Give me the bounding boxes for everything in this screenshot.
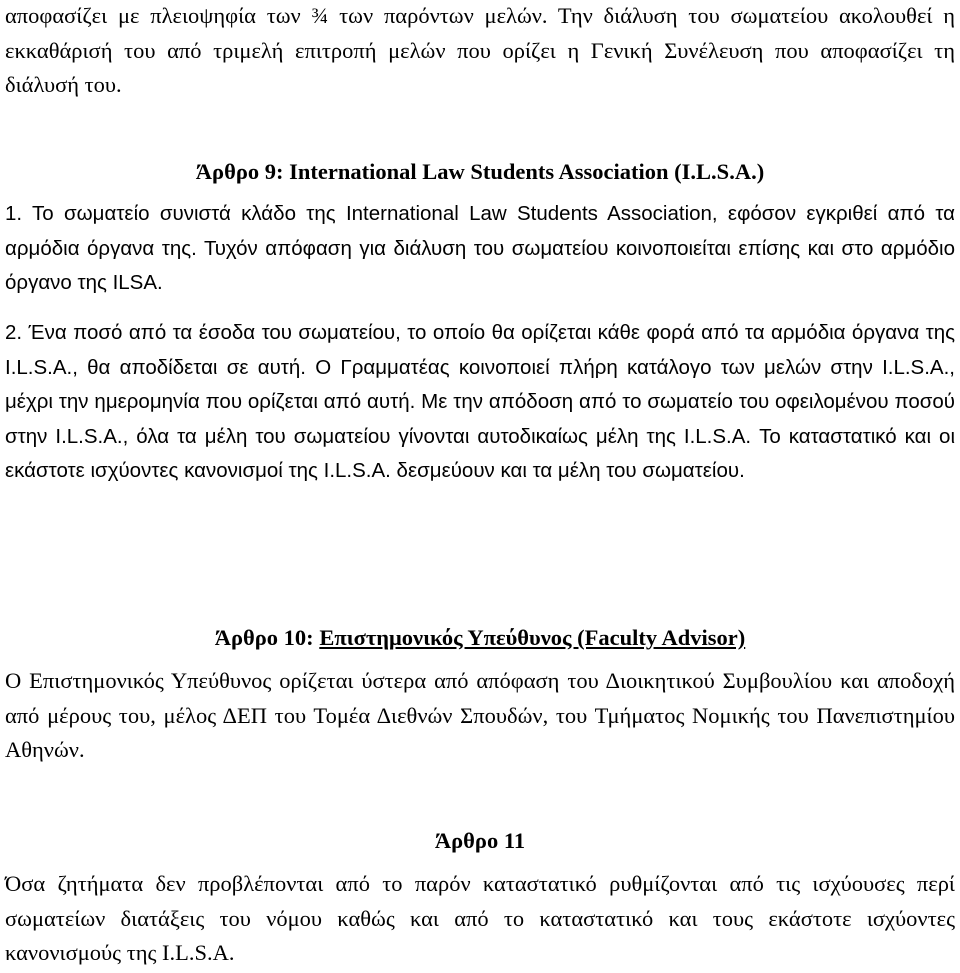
intro-paragraph: αποφασίζει με πλειοψηφία των ¾ των παρόντων μελών. Την διάλυση του σωματείου ακολουθεί η εκκαθάρισή του από τριμελή επιτροπή μελών που ορίζει η Γενική Συνέλευση που αποφασίζει τη διάλυσή του. [5, 3, 955, 98]
article-10-body: Ο Επιστημονικός Υπεύθυνος ορίζεται ύστερα από απόφαση του Διοικητικού Συμβουλίου και αποδοχή από μέρους του, μέλος ΔΕΠ του Τομέα Διεθνών Σπουδών, του Τμήματος Νομικής του Πανεπιστημίου Αθηνών. [5, 668, 955, 763]
article-10-heading [5, 621, 955, 656]
article-9-item-2: 2. Ένα ποσό από τα έσοδα του σωματείου, το οποίο θα ορίζεται κάθε φορά από τα αρμόδια όργανα της I.L.S.A., θα αποδίδεται σε αυτή. Ο Γραμματέας κοινοποιεί πλήρη κατάλογο των μελών στην I.L.S.A., μέχρι την ημερομηνία που ορίζεται από αυτή. Με την απόδοση από το σωματείο του οφειλομένου ποσού στην I.L.S.A., όλα τα μέλη του σωματείου γίνονται αυτοδικαίως μέλη της I.L.S.A. Το καταστατικό και οι εκάστοτε ισχύοντες κανονισμοί της I.L.S.A. δεσμεύουν και τα μέλη του σωματείου. [5, 321, 955, 483]
article-11-heading: Άρθρο 11 [434, 828, 526, 853]
article-11-body: Όσα ζητήματα δεν προβλέπονται από το παρόν καταστατικό ρυθμίζονται από τις ισχύουσες περί σωματείων διατάξεις του νόμου καθώς και από το καταστατικό και τους εκάστοτε ισχύοντες κανονισμούς της I.L.S.A. [5, 871, 955, 966]
article-10-heading-label: Άρθρο 10: [214, 625, 314, 650]
article-9-item-1: 1. Το σωματείο συνιστά κλάδο της International Law Students Association, εφόσον εγκριθεί από τα αρμόδια όργανα της. Τυχόν απόφαση για διάλυση του σωματείου κοινοποιείται επίσης και στο αρμόδιο όργανο της ILSA. [5, 202, 955, 295]
article-10-heading-title: Επιστημονικός Υπεύθυνος (Faculty Advisor) [319, 625, 746, 650]
article-9-heading: Άρθρο 9: International Law Students Association (I.L.S.A.) [195, 159, 765, 184]
